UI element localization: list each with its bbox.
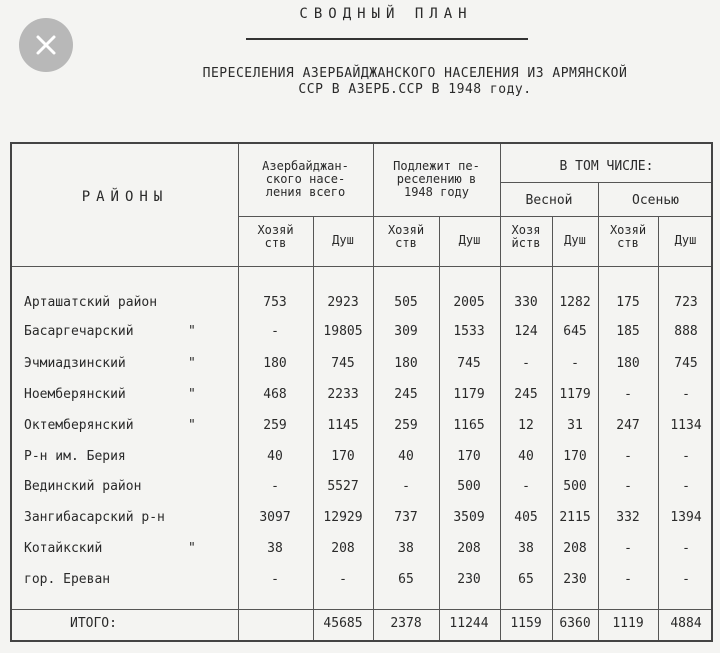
table-cell: 38 <box>518 541 534 556</box>
ditto-mark: " <box>188 356 196 371</box>
table-cell: 230 <box>563 572 587 587</box>
table-cell: - <box>682 541 690 556</box>
table-cell: 405 <box>514 510 538 525</box>
table-cell: 180 <box>394 356 418 371</box>
table-cell: 31 <box>567 418 583 433</box>
table-cell: 3097 <box>259 510 291 525</box>
table-cell: - <box>402 479 410 494</box>
district-name: Ноемберянский <box>24 387 126 402</box>
title-underline <box>246 38 528 40</box>
table-cell: 1165 <box>453 418 485 433</box>
header-districts: РАЙОНЫ <box>81 189 169 205</box>
table-cell: 505 <box>394 295 418 310</box>
table-cell: 245 <box>394 387 418 402</box>
table-cell: 245 <box>514 387 538 402</box>
table-cell: 38 <box>267 541 283 556</box>
table-cell: - <box>624 572 632 587</box>
table-cell: - <box>682 449 690 464</box>
ditto-mark: " <box>188 387 196 402</box>
table-cell: - <box>271 572 279 587</box>
table-cell: 468 <box>263 387 287 402</box>
table-cell: 723 <box>674 295 698 310</box>
table-cell: - <box>522 356 530 371</box>
table-cell: 180 <box>263 356 287 371</box>
table-cell: 259 <box>394 418 418 433</box>
subtitle-line-2: ССР В АЗЕРБ.ССР В 1948 году. <box>298 82 532 97</box>
table-cell: 645 <box>563 324 587 339</box>
subheader-souls: Душ <box>674 233 697 247</box>
table-cell: 1394 <box>670 510 702 525</box>
table-cell: 185 <box>616 324 640 339</box>
district-name: Эчмиадзинский <box>24 356 126 371</box>
table-cell: - <box>271 479 279 494</box>
district-name: Басаргечарский <box>24 324 134 339</box>
table-cell: 124 <box>514 324 538 339</box>
subtitle-line-1: ПЕРЕСЕЛЕНИЯ АЗЕРБАЙДЖАНСКОГО НАСЕЛЕНИЯ ИЗ АРМЯНСКОЙ <box>202 66 628 81</box>
header-to-resettle: Подлежит пе- реселению в 1948 году <box>393 159 480 199</box>
table-cell: 737 <box>394 510 418 525</box>
ditto-mark: " <box>188 541 196 556</box>
table-cell: 1282 <box>559 295 591 310</box>
table-cell: - <box>624 387 632 402</box>
table-cell: - <box>682 572 690 587</box>
total-label: ИТОГО: <box>70 616 117 631</box>
table-cell: - <box>682 479 690 494</box>
subheader-households: Хозя йств <box>511 223 541 250</box>
table-cell: 2115 <box>559 510 591 525</box>
table-cell: 208 <box>331 541 355 556</box>
table-cell: 1145 <box>327 418 359 433</box>
table-cell: 309 <box>394 324 418 339</box>
header-spring: Весной <box>525 193 573 208</box>
total-cell: 6360 <box>559 616 591 631</box>
table-cell: 1179 <box>453 387 485 402</box>
table-cell: 208 <box>563 541 587 556</box>
subheader-households: Хозяй ств <box>257 223 294 250</box>
table-cell: - <box>339 572 347 587</box>
ditto-mark: " <box>188 418 196 433</box>
district-name: Вединский район <box>24 479 142 494</box>
subheader-souls: Душ <box>564 233 586 247</box>
table-cell: 12929 <box>323 510 363 525</box>
table-cell: 5527 <box>327 479 359 494</box>
header-divider <box>12 266 711 267</box>
district-name: Зангибасарский р-н <box>24 510 165 525</box>
table-cell: 230 <box>457 572 481 587</box>
table-cell: 170 <box>457 449 481 464</box>
table-cell: - <box>682 387 690 402</box>
table-cell: - <box>522 479 530 494</box>
table-cell: 745 <box>331 356 355 371</box>
total-cell: 11244 <box>449 616 489 631</box>
table-cell: - <box>624 541 632 556</box>
ditto-mark: " <box>188 324 196 339</box>
header-total-population: Азербайджан- ского насе- ления всего <box>262 159 349 199</box>
row-divider <box>238 216 711 217</box>
table-cell: 745 <box>457 356 481 371</box>
table-cell: 65 <box>398 572 414 587</box>
table-cell: 170 <box>331 449 355 464</box>
document-title: СВОДНЫЙ ПЛАН <box>299 6 473 22</box>
header-including: В ТОМ ЧИСЛЕ: <box>559 159 654 174</box>
table-cell: 40 <box>398 449 414 464</box>
table-cell: 753 <box>263 295 287 310</box>
subheader-souls: Душ <box>458 233 481 247</box>
district-name: гор. Ереван <box>24 572 111 587</box>
table-cell: 745 <box>674 356 698 371</box>
total-cell: 4884 <box>670 616 702 631</box>
district-name: Р-н им. Берия <box>24 449 126 464</box>
table-cell: 65 <box>518 572 534 587</box>
table-cell: 332 <box>616 510 640 525</box>
subheader-households: Хозяй ств <box>387 223 425 250</box>
subheader-souls: Душ <box>332 233 354 247</box>
total-cell: 2378 <box>390 616 422 631</box>
table-cell: 40 <box>267 449 283 464</box>
close-button[interactable] <box>19 18 73 72</box>
header-autumn: Осенью <box>632 193 679 208</box>
table-cell: 259 <box>263 418 287 433</box>
total-divider <box>12 609 711 610</box>
table-cell: 1134 <box>670 418 702 433</box>
table-cell: 208 <box>457 541 481 556</box>
row-divider <box>500 182 711 183</box>
document-subtitle <box>150 66 680 98</box>
table-cell: - <box>571 356 579 371</box>
table-cell: 180 <box>616 356 640 371</box>
table-cell: 500 <box>457 479 481 494</box>
close-icon <box>35 34 57 56</box>
table-cell: 175 <box>616 295 640 310</box>
table-cell: 19805 <box>323 324 363 339</box>
table-cell: - <box>271 324 279 339</box>
table-cell: 1533 <box>453 324 485 339</box>
district-name: Котайкский <box>24 541 103 556</box>
table-cell: 40 <box>518 449 534 464</box>
table-cell: 1179 <box>559 387 591 402</box>
table-cell: 12 <box>518 418 534 433</box>
table-cell: - <box>624 449 632 464</box>
district-name: Арташатский район <box>24 295 158 310</box>
total-cell: 45685 <box>323 616 363 631</box>
table-cell: 2923 <box>327 295 359 310</box>
table-cell: - <box>624 479 632 494</box>
table-cell: 2005 <box>453 295 485 310</box>
resettlement-table <box>10 142 713 642</box>
table-cell: 247 <box>616 418 640 433</box>
table-cell: 3509 <box>453 510 485 525</box>
table-cell: 38 <box>398 541 414 556</box>
total-cell: 1159 <box>510 616 542 631</box>
table-cell: 2233 <box>327 387 359 402</box>
district-name: Октемберянский <box>24 418 134 433</box>
table-cell: 170 <box>563 449 587 464</box>
table-cell: 330 <box>514 295 538 310</box>
subheader-households: Хозяй ств <box>609 223 647 250</box>
total-cell: 1119 <box>612 616 644 631</box>
table-cell: 500 <box>563 479 587 494</box>
table-cell: 888 <box>674 324 698 339</box>
